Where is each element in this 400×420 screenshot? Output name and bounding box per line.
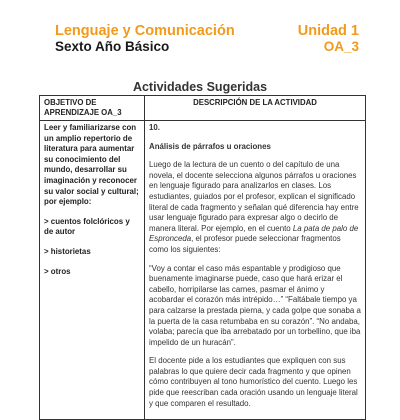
objective-item: > historietas [44,246,91,256]
activities-table [39,95,366,420]
objective-item: > otros [44,266,71,276]
grade-title: Sexto Año Básico [55,39,170,54]
story-title: La pata de palo de Espronceda [149,223,359,244]
paragraph-text: Luego de la lectura de un cuento o del capítulo de una novela, el docente selecciona algunos párrafos u oraciones en lenguaje figurado para analizarlos en clases. Los estudiantes, guiados por el profesor, explican el significado literal de cada fragmento y señalan qué diferencia hay entre usar lenguaje figurado para expresar algo o decirlo de manera literal. Por ejemplo, en el cuento [149,160,359,233]
activity-paragraph [149,160,361,255]
activity-paragraph: El docente pide a los estudiantes que expliquen con sus palabras lo que quiere decir cada fragmento y que opinen cómo contribuyen al tono humorístico del cuento. Luego les pide que reescriban cada oración usando un lenguaje literal y que comparen el resultado. [149,356,358,408]
header-right [298,24,359,54]
objective-cell [40,121,145,420]
paragraph-text: , el profesor puede seleccionar fragmentos como los siguientes: [149,234,341,254]
objective-text: Leer y familiarizarse con un amplio repertorio de literatura para aumentar su conocimiento del mundo, desarrollar su imaginación y reconocer su valor social y cultural; por ejemplo: [44,123,139,207]
table-row [40,121,366,420]
quote-paragraph: “Voy a contar el caso más espantable y prodigioso que buenamente imaginarse puede, caso que hará erizar el cabello, horripilarse las carnes, pasmar el ánimo y acobardar el corazón más intrépido…” “Faltábale tiempo ya para calzarse la prestada pierna, y cada golpe que sonaba a la puerta de la casa retumbaba en su corazón”. “No andaba, volaba; parecía que iba arrebatado por un torbellino, que iba impelido de un huracán”. [149,263,361,347]
activity-number: 10. [149,123,160,132]
unit-title: Unidad 1 [297,23,359,39]
section-title: Actividades Sugeridas [132,80,268,94]
subject-title: Lenguaje y Comunicación [55,23,235,39]
objective-item: > cuentos folclóricos y de autor [44,216,130,237]
header-left [55,24,235,54]
description-column-header: DESCRIPCIÓN DE LA ACTIVIDAD [145,96,366,121]
objective-column-header: OBJETIVO DE APRENDIZAJE OA_3 [40,96,145,121]
description-cell [145,121,366,420]
activity-title: Análisis de párrafos u oraciones [149,141,271,151]
table-header-row [40,96,366,121]
oa-code: OA_3 [323,39,359,54]
